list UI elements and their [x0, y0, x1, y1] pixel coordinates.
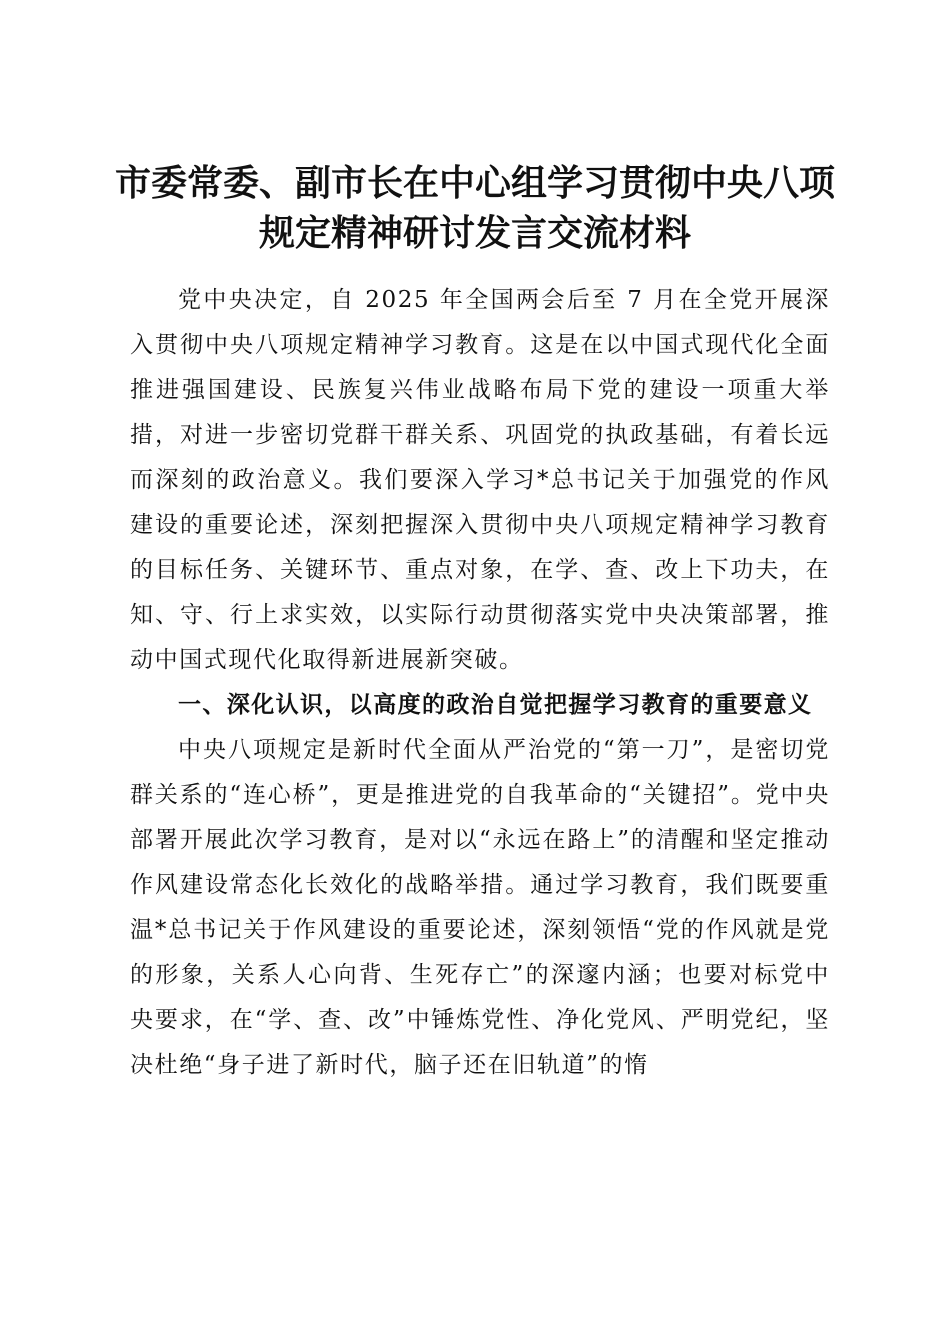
document-title	[100, 158, 850, 258]
section-1-paragraph: 中央八项规定是新时代全面从严治党的“第一刀”，是密切党群关系的“连心桥”，更是推进党的自我革命的“关键招”。党中央部署开展此次学习教育，是对以“永远在路上”的清醒和坚定推动作风建设常态化长效化的战略举措。通过学习教育，我们既要重温*总书记关于作风建设的重要论述，深刻领悟“党的作风就是党的形象，关系人心向背、生死存亡”的深邃内涵；也要对标党中央要求，在“学、查、改”中锤炼党性、净化党风、严明党纪，坚决杜绝“身子进了新时代，脑子还在旧轨道”的惰	[130, 737, 830, 1078]
title-line-2: 规定精神研讨发言交流材料	[258, 212, 691, 254]
intro-paragraph: 党中央决定，自 2025 年全国两会后至 7 月在全党开展深入贯彻中央八项规定精神学习教育。这是在以中国式现代化全面推进强国建设、民族复兴伟业战略布局下党的建设一项重大举措，对进一步密切党群干群关系、巩固党的执政基础，有着长远而深刻的政治意义。我们要深入学习*总书记关于加强党的作风建设的重要论述，深刻把握深入贯彻中央八项规定精神学习教育的目标任务、关键环节、重点对象，在学、查、改上下功夫，在知、守、行上求实效，以实际行动贯彻落实党中央决策部署，推动中国式现代化取得新进展新突破。	[130, 287, 830, 673]
section-1-heading: 一、深化认识，以高度的政治自觉把握学习教育的重要意义	[178, 692, 813, 718]
document-body	[130, 278, 830, 1088]
title-line-1: 市委常委、副市长在中心组学习贯彻中央八项	[114, 162, 835, 204]
